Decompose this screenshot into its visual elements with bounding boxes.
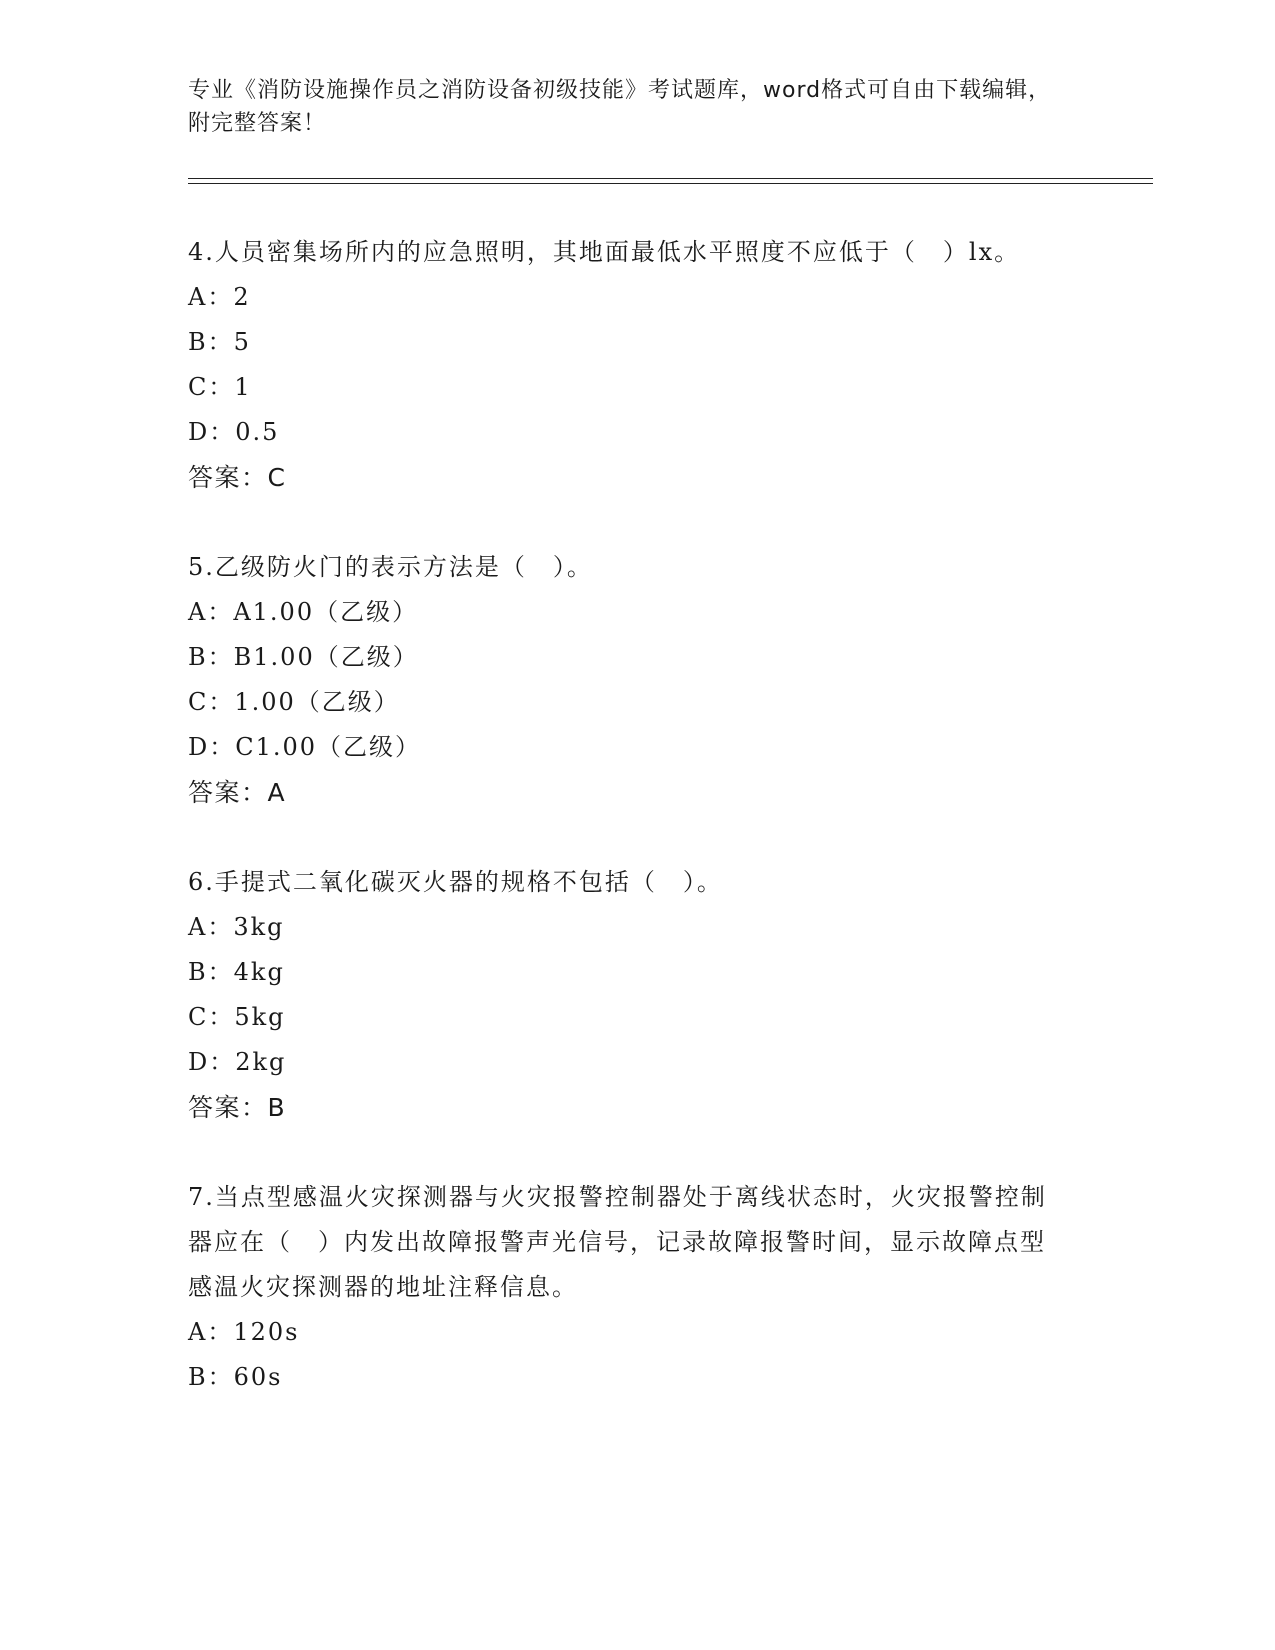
- option-a: A：3kg: [188, 913, 285, 941]
- header-divider-line-secondary: [188, 183, 1153, 184]
- question-item: [188, 1175, 1068, 1400]
- header-intro-text: 专业《消防设施操作员之消防设备初级技能》考试题库，word格式可自由下载编辑，附完整答案！: [188, 78, 1052, 136]
- header-divider-line: [188, 178, 1153, 179]
- question-item: [188, 230, 1068, 501]
- question-stem: 6.手提式二氧化碳灭火器的规格不包括（ ）。: [188, 868, 723, 896]
- option-c: C：5kg: [188, 1003, 286, 1031]
- option-d: D：0.5: [188, 418, 280, 446]
- option-b: B：5: [188, 328, 251, 356]
- document-header: [188, 74, 1068, 140]
- question-item: [188, 860, 1068, 1131]
- option-a: A：2: [188, 283, 251, 311]
- option-d: D：2kg: [188, 1048, 287, 1076]
- option-b: B：4kg: [188, 958, 285, 986]
- option-a: A：120s: [188, 1318, 300, 1346]
- question-stem: 7.当点型感温火灾探测器与火灾报警控制器处于离线状态时，火灾报警控制器应在（ ）内发出故障报警声光信号，记录故障报警时间，显示故障点型感温火灾探测器的地址注释信息。: [188, 1183, 1047, 1301]
- answer-key: 答案：A: [188, 778, 287, 807]
- question-item: [188, 545, 1068, 816]
- answer-key: 答案：B: [188, 1093, 287, 1122]
- answer-key: 答案：C: [188, 463, 287, 492]
- option-a: A：A1.00（乙级）: [188, 598, 419, 626]
- option-c: C：1.00（乙级）: [188, 688, 400, 716]
- option-b: B：60s: [188, 1363, 283, 1391]
- question-list: [188, 230, 1068, 1444]
- question-stem: 4.人员密集场所内的应急照明，其地面最低水平照度不应低于（ ）lx。: [188, 238, 1021, 266]
- option-c: C：1: [188, 373, 252, 401]
- option-d: D：C1.00（乙级）: [188, 733, 422, 761]
- question-stem: 5.乙级防火门的表示方法是（ ）。: [188, 553, 593, 581]
- option-b: B：B1.00（乙级）: [188, 643, 419, 671]
